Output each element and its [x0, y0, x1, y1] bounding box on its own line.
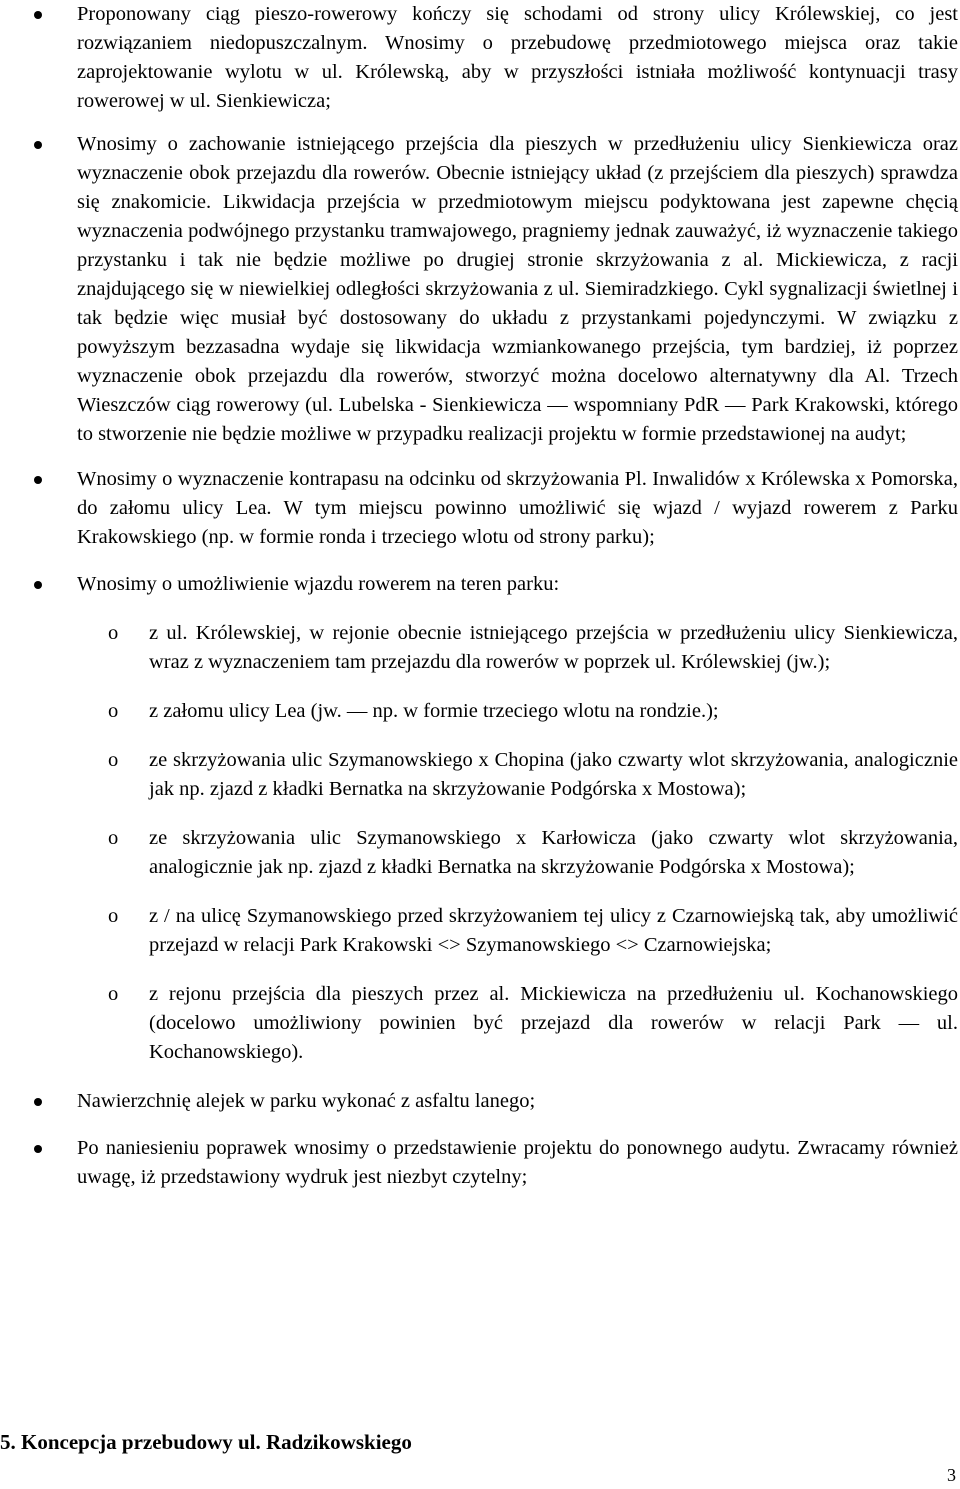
bullet-icon	[34, 11, 42, 19]
circle-bullet-icon: o	[108, 700, 119, 722]
list-item-text: Wnosimy o zachowanie istniejącego przejścia dla pieszych w przedłużeniu ulicy Sienkiewicza oraz wyznaczenie obok przejazdu dla rowerów. Obecnie istniejący układ (z przejściem dla pieszych) sprawdza się znakomicie. Likwidacja przejścia w przedmiotowym miejscu podyktowana jest zapewne chęcią wyznaczenia podwójnego przystanku tramwajowego, pragniemy jednak zauważyć, iż wyznaczenie takiego przystanku i tak nie będzie możliwe po drugiej stronie skrzyżowania z al. Mickiewicza, z racji znajdującego się w niewielkiej odległości skrzyżowania z ul. Siemiradzkiego. Cykl sygnalizacji świetlnej i tak będzie więc musiał być dostosowany do układu z przystankami pojedynczymi. W związku z powyższym bezzasadna wydaje się likwidacja wzmiankowanego przejścia, tym bardziej, iż poprzez wyznaczenie obok przejazdu dla rowerów, stworzyć można docelowo alternatywny dla Al. Trzech Wieszczów ciąg rowerowy (ul. Lubelska - Sienkiewicza — wspomniany PdR — Park Krakowski, którego to stworzenie nie będzie możliwe w przypadku realizacji projektu w formie przedstawionej na audyt;	[77, 133, 958, 445]
sub-list-item-text: z załomu ulicy Lea (jw. — np. w formie trzeciego wlotu na rondzie.);	[149, 700, 719, 722]
list-item	[0, 465, 960, 552]
sub-list	[77, 619, 958, 1067]
list-item-text: Proponowany ciąg pieszo-rowerowy kończy się schodami od strony ulicy Królewskiej, co jest rozwiązaniem niedopuszczalnym. Wnosimy o przebudowę przedmiotowego miejsca oraz takie zaprojektowanie wylotu w ul. Królewską, aby w przyszłości istniała możliwość kontynuacji trasy rowerowej w ul. Sienkiewicza;	[77, 3, 958, 112]
circle-bullet-icon: o	[108, 827, 119, 849]
list-item	[0, 0, 960, 116]
bullet-icon	[34, 141, 42, 149]
circle-bullet-icon: o	[108, 905, 119, 927]
sub-list-item-text: z ul. Królewskiej, w rejonie obecnie istniejącego przejścia w przedłużeniu ulicy Sienkiewicza, wraz z wyznaczeniem tam przejazdu dla rowerów w poprzek ul. Królewskiej (jw.);	[149, 622, 958, 673]
sub-list-item-text: z rejonu przejścia dla pieszych przez al. Mickiewicza na przedłużeniu ul. Kochanowskiego (docelowo umożliwiony powinien być przejazd dla rowerów w relacji Park — ul. Kochanowskiego).	[149, 983, 958, 1063]
list-item	[0, 1134, 960, 1192]
sub-list-item	[77, 980, 958, 1067]
list-item-text: Wnosimy o umożliwienie wjazdu rowerem na teren parku:	[77, 573, 560, 595]
list-item-text: Wnosimy o wyznaczenie kontrapasu na odcinku od skrzyżowania Pl. Inwalidów x Królewska x Pomorska, do załomu ulicy Lea. W tym miejscu powinno umożliwić się wjazd / wyjazd rowerem z Parku Krakowskiego (np. w formie ronda i trzeciego wlotu od strony parku);	[77, 468, 958, 548]
list-item-text: Po naniesieniu poprawek wnosimy o przedstawienie projektu do ponownego audytu. Zwracamy również uwagę, iż przedstawiony wydruk jest niezbyt czytelny;	[77, 1137, 958, 1188]
bullet-icon	[34, 581, 42, 589]
bullet-icon	[34, 476, 42, 484]
sub-list-item-text: ze skrzyżowania ulic Szymanowskiego x Chopina (jako czwarty wlot skrzyżowania, analogicznie jak np. zjazd z kładki Bernatka na skrzyżowanie Podgórska x Mostowa);	[149, 749, 958, 800]
list-item	[0, 130, 960, 449]
sub-list-item	[77, 824, 958, 882]
sub-list-item-text: z / na ulicę Szymanowskiego przed skrzyżowaniem tej ulicy z Czarnowiejską tak, aby umożliwić przejazd w relacji Park Krakowski <> Szymanowskiego <> Czarnowiejska;	[149, 905, 958, 956]
list-item	[0, 1087, 960, 1116]
list-item	[0, 570, 960, 1067]
bullet-icon	[34, 1145, 42, 1153]
circle-bullet-icon: o	[108, 749, 119, 771]
bullet-icon	[34, 1098, 42, 1106]
sub-list-item	[77, 697, 958, 726]
circle-bullet-icon: o	[108, 622, 119, 644]
sub-list-item	[77, 902, 958, 960]
section-heading: 5. Koncepcja przebudowy ul. Radzikowskiego	[0, 1430, 412, 1454]
list-item-text: Nawierzchnię alejek w parku wykonać z asfaltu lanego;	[77, 1090, 536, 1112]
sub-list-item	[77, 746, 958, 804]
circle-bullet-icon: o	[108, 983, 119, 1005]
sub-list-item-text: ze skrzyżowania ulic Szymanowskiego x Karłowicza (jako czwarty wlot skrzyżowania, analogicznie jak np. zjazd z kładki Bernatka na skrzyżowanie Podgórska x Mostowa);	[149, 827, 958, 878]
page-number: 3	[947, 1465, 956, 1485]
sub-list-item	[77, 619, 958, 677]
